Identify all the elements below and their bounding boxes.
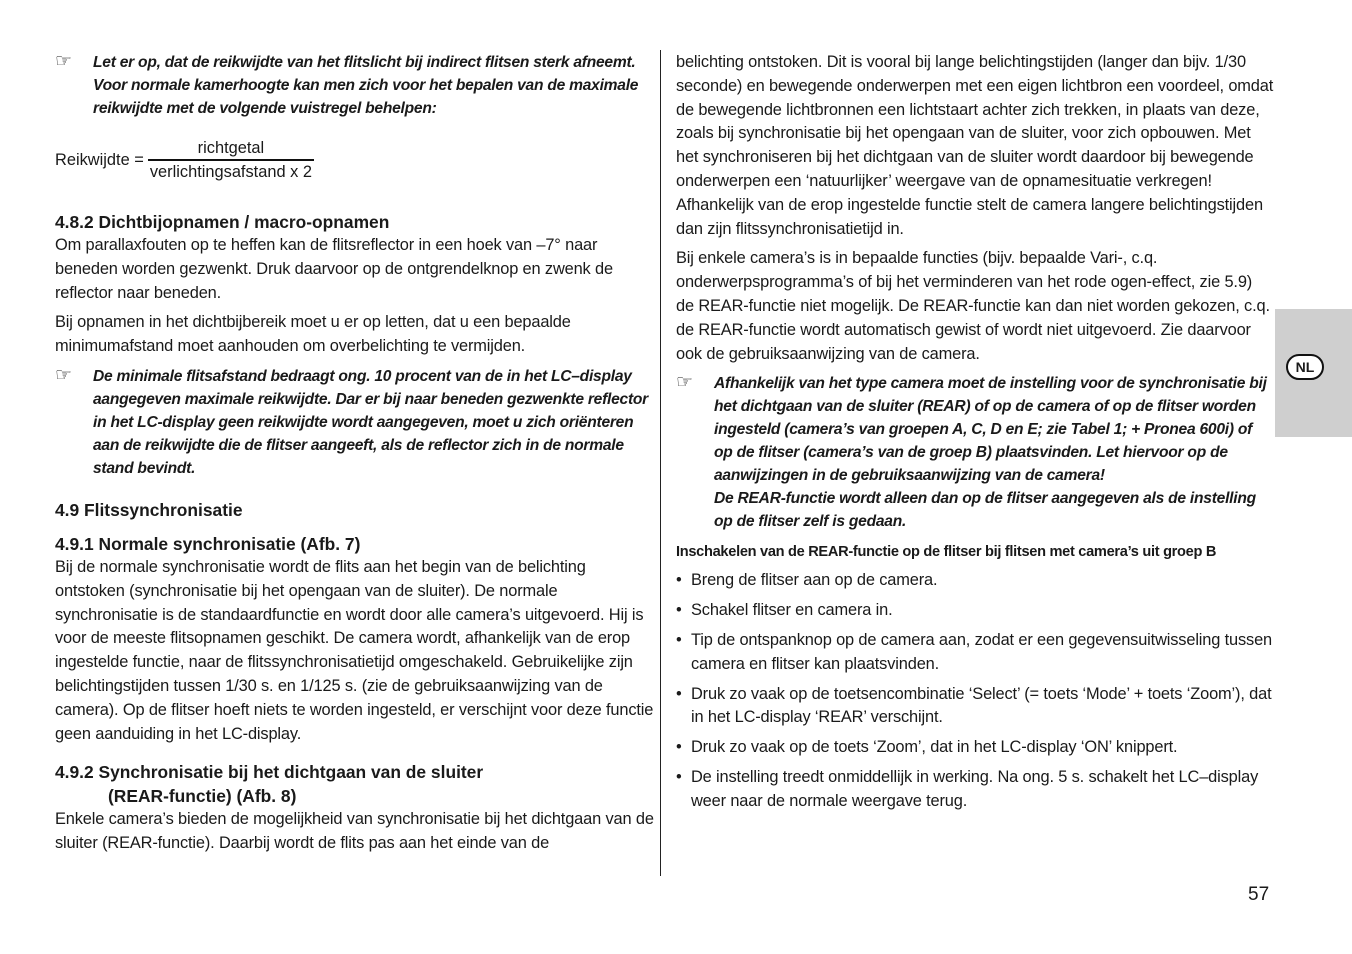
heading-4-9: 4.9 Flitssynchronisatie <box>55 499 243 520</box>
pointing-hand-icon: ☞ <box>55 51 72 72</box>
list-item: • Druk zo vaak op de toets ‘Zoom’, dat in het LC-display ‘ON’ knippert. <box>676 736 1274 760</box>
page-number: 57 <box>1248 884 1270 905</box>
note-minimum-distance <box>55 365 655 480</box>
bullet-icon: • <box>676 767 682 786</box>
heading-4-8-2: 4.8.2 Dichtbijopnamen / macro-opnamen <box>55 212 390 232</box>
list-item: • Schakel flitser en camera in. <box>676 599 1274 623</box>
heading-4-9-1: 4.9.1 Normale synchronisatie (Afb. 7) <box>55 533 361 554</box>
pointing-hand-icon: ☞ <box>55 364 72 386</box>
language-tab <box>1275 309 1352 437</box>
paragraph: Bij opnamen in het dichtbijbereik moet u er op letten, dat u een bepaalde minimumafstand moet aanhouden om overbelichting te vermijden. <box>55 313 571 356</box>
paragraph: Enkele camera’s bieden de mogelijkheid van synchronisatie bij het dichtgaan van de sluiter (REAR-functie). Daarbij wordt de flits pas aan het einde van de <box>55 810 654 853</box>
note-text: Afhankelijk van het type camera moet de instelling voor de synchronisatie bij het dichtgaan van de sluiter (REAR) of op de camera of op de flitser worden ingesteld (camera’s van groepen A, C, D en E; zie Tabel 1; + Pronea 600i) of op de flitser (camera’s van de groep B) plaatsvinden. Let hiervoor op de aanwijzingen in de gebruiksaanwijzing van de camera! <box>714 375 1267 485</box>
paragraph: Om parallaxfouten op te heffen kan de flitsreflector in een hoek van –7° naar beneden worden gezwenkt. Druk daarvoor op de ontgrendelknop en zwenk de reflector naar beneden. <box>55 236 613 302</box>
bullet-icon: • <box>676 630 682 649</box>
pointing-hand-icon: ☞ <box>676 372 693 394</box>
heading-line-2: (REAR-functie) (Afb. 8) <box>108 786 297 807</box>
bullet-icon: • <box>676 684 682 703</box>
heading-line-1: 4.9.2 Synchronisatie bij het dichtgaan van de sluiter <box>55 762 484 783</box>
note-text: De minimale flitsafstand bedraagt ong. 10 procent van de in het LC–display aangegeven maximale reikwijdte. Dar er bij naar beneden gezwenkte reflector in het LC-display geen reikwijdte wordt aangegeven, moet u zich oriënteren aan de reikwijdte die de flitser aangeeft, als de reflector zich in de normale stand bevindt. <box>93 367 648 477</box>
list-item: • De instelling treedt onmiddellijk in werking. Na ong. 5 s. schakelt het LC–display weer naar de normale weergave terug. <box>676 767 1259 810</box>
formula-numerator: richtgetal <box>197 139 265 158</box>
formula-denominator: verlichtingsafstand x 2 <box>149 162 312 181</box>
heading-4-9-2 <box>55 760 655 808</box>
list-item: • Druk zo vaak op de toetsencombinatie ‘Select’ (= toets ‘Mode’ + toets ‘Zoom’), dat in het LC-display ‘REAR’ verschijnt. <box>676 684 1272 727</box>
language-badge: NL <box>1286 354 1324 380</box>
bullet-icon: • <box>676 738 682 757</box>
left-column <box>55 48 655 856</box>
note-rear-setting <box>676 372 1274 533</box>
paragraph: belichting ontstoken. Dit is vooral bij lange belichtingstijden (langer dan bijv. 1/30 seconde) en bewegende onderwerpen met een eigen lichtbron een voordeel, omdat de bewegende lichtbronnen een lichtstaart achter zich trekken, in plaats van deze, zoals bij synchronisatie bij het opengaan van de sluiter, voor zich opbouwen. Met het synchroniseren bij het dichtgaan van de sluiter wordt daardoor bij bewegende onderwerpen een ‘natuurlijker’ weergave van de opnamesituatie verkregen! Afhankelijk van de erop ingestelde functie stelt de camera langere belichtingstijden dan zijn flitssynchronisatietijd in. <box>676 53 1274 238</box>
bullet-icon: • <box>676 601 682 620</box>
list-item: • Breng de flitser aan op de camera. <box>676 569 1274 593</box>
bullet-icon: • <box>676 571 682 590</box>
formula-fraction <box>148 137 314 183</box>
paragraph: Bij de normale synchronisatie wordt de flits aan het begin van de belichting ontstoken (synchronisatie bij het opengaan van de sluiter). De normale synchronisatie is de standaardfunctie en wordt door alle camera’s uitgevoerd. Hij is voor de meeste flitsopnamen geschikt. De camera wordt, afhankelijk van de erop ingestelde functie, naar de flitssynchronisatietijd omgeschakeld. Gebruikelijke zijn belichtingstijden tussen 1/30 s. en 1/125 s. (zie de gebruiksaanwijzing van de camera). Op de flitser hoeft niets te worden ingesteld, er verschijnt voor deze functie geen aanduiding in het LC-display. <box>55 557 654 743</box>
list-item: • Tip de ontspanknop op de camera aan, zodat er een gegevensuitwisseling tussen camera en flitser kan plaatsvinden. <box>676 630 1273 673</box>
note-text: De REAR-functie wordt alleen dan op de flitser aangegeven als de instelling op de flitser zelf is gedaan. <box>714 490 1256 531</box>
procedure-heading: Inschakelen van de REAR-functie op de flitser bij flitsen met camera’s uit groep B <box>676 544 1217 561</box>
right-column <box>676 48 1274 820</box>
range-formula <box>55 130 655 190</box>
column-divider <box>660 50 661 876</box>
note-text: Let er op, dat de reikwijdte van het flitslicht bij indirect flitsen sterk afneemt. Voor normale kamerhoogte kan men zich voor het bepalen van de maximale reikwijdte met de volgende vuistregel behelpen: <box>93 54 639 117</box>
formula-label: Reikwijdte = <box>55 150 144 169</box>
note-indirect-flash <box>55 51 655 120</box>
paragraph: Bij enkele camera’s is in bepaalde functies (bijv. bepaalde Vari-, c.q. onderwerpsprogramma’s of bij het verminderen van het rode ogen-effect, zie 5.9) de REAR-functie niet mogelijk. De REAR-functie kan dan niet worden gekozen, c.q. de REAR-functie wordt automatisch gewist of wordt niet uitgevoerd. Zie daarvoor ook de gebruiksaanwijzing van de camera. <box>676 249 1270 363</box>
